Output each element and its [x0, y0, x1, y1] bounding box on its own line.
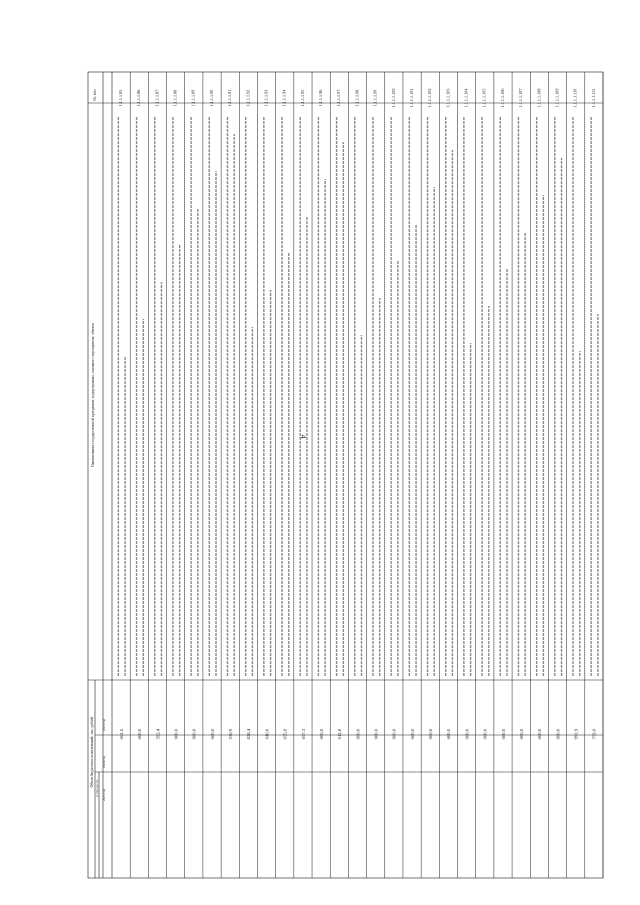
table-row [245, 72, 257, 878]
row-value-2023: 600,0 [191, 729, 197, 740]
table-row [136, 72, 148, 878]
row-number: 1.1.1.1.100 [390, 88, 396, 108]
table-row [554, 72, 566, 878]
row-number: 1.1.1.1.97 [336, 89, 342, 107]
row-number: 1.1.1.1.98 [354, 89, 360, 107]
row-value-2023: 600,0 [409, 729, 415, 740]
row-number: 1.1.1.1.99 [372, 89, 378, 107]
row-number: 1.1.1.1.108 [536, 88, 542, 108]
table-row [173, 72, 185, 878]
header-year: 2025 год [102, 788, 106, 802]
row-number: 1.1.1.1.90 [208, 89, 214, 107]
row-value-2023: 600,0 [464, 729, 470, 740]
row-number: 1.1.1.1.92 [245, 89, 251, 107]
row-value-2023: 600,0 [518, 729, 524, 740]
table-row [591, 72, 603, 878]
table-row [154, 72, 166, 878]
row-value-2023: 530,9 [228, 729, 234, 740]
row-value-2023: 991,9 [573, 729, 579, 740]
table-row [227, 72, 239, 878]
row-number: 1.1.1.1.106 [499, 88, 505, 108]
row-value-2023: 600,0 [537, 729, 543, 740]
row-number: 1.1.1.1.107 [518, 88, 524, 108]
table-row [300, 72, 312, 878]
table-row [500, 72, 512, 878]
row-value-2023: 600,0 [500, 729, 506, 740]
header-name: Наименование государственной программы, подпрограммы, основного мероприятия, объекта [91, 323, 95, 467]
row-value-2023: 600,0 [209, 729, 215, 740]
row-number: 1.1.1.1.89 [190, 89, 196, 107]
table-row [482, 72, 494, 878]
row-value-2023: 640,0 [264, 729, 270, 740]
table-row [318, 72, 330, 878]
row-number: 1.1.1.1.86 [136, 89, 142, 107]
row-value-2023: 662,6 [118, 729, 124, 740]
header-number: № п/п [92, 89, 97, 101]
row-number: 1.1.1.1.91 [227, 89, 233, 107]
row-number: 1.1.1.1.109 [554, 88, 560, 108]
table-row [536, 72, 548, 878]
row-value-2023: 600,0 [428, 729, 434, 740]
page-number: 4 [298, 434, 308, 439]
row-value-2023: 600,0 [137, 729, 143, 740]
table-row [118, 72, 130, 878]
row-number: 1.1.1.1.110 [572, 88, 578, 108]
table-row [263, 72, 275, 878]
row-number: 1.1.1.1.102 [427, 88, 433, 108]
header-volume: Объем бюджетных ассигнований, тыс. рублей [90, 716, 94, 788]
row-number: 1.1.1.1.105 [481, 88, 487, 108]
row-number: 1.1.1.1.93 [263, 89, 269, 107]
table-row [518, 72, 530, 878]
table-row [409, 72, 421, 878]
table-row [573, 72, 585, 878]
row-number: 1.1.1.1.101 [408, 88, 414, 108]
header-including: в том числе: [95, 779, 99, 797]
row-value-2023: 600,0 [318, 729, 324, 740]
row-value-2023: 600,0 [446, 729, 452, 740]
table-row [336, 72, 348, 878]
table-row [209, 72, 221, 878]
table-row [464, 72, 476, 878]
row-value-2023: 612,8 [337, 729, 343, 740]
row-number: 1.1.1.1.111 [590, 88, 596, 108]
header-year: 2023 год [102, 718, 106, 732]
table-row [373, 72, 385, 878]
row-number: 1.1.1.1.95 [299, 89, 305, 107]
table-row [354, 72, 366, 878]
table-row [427, 72, 439, 878]
table-row [191, 72, 203, 878]
row-number: 1.1.1.1.87 [154, 89, 160, 107]
row-number: 1.1.1.1.103 [445, 88, 451, 108]
row-value-2023: 600,0 [482, 729, 488, 740]
row-value-2023: 600,0 [173, 729, 179, 740]
row-value-2023: 828,4 [246, 729, 252, 740]
row-value-2023: 600,0 [391, 729, 397, 740]
row-value-2023: 600,0 [373, 729, 379, 740]
header-year: 2024 год [102, 755, 106, 769]
row-number: 1.1.1.1.88 [172, 89, 178, 107]
row-number: 1.1.1.1.96 [318, 89, 324, 107]
row-value-2023: 600,0 [355, 729, 361, 740]
row-value-2023: 600,0 [555, 729, 561, 740]
row-value-2023: 753,0 [591, 729, 597, 740]
row-number: 1.1.1.1.85 [118, 89, 124, 107]
table-row [391, 72, 403, 878]
row-number: 1.1.1.1.104 [463, 88, 469, 108]
row-value-2023: 655,0 [282, 729, 288, 740]
row-number: 1.1.1.1.94 [281, 89, 287, 107]
row-value-2023: 592,4 [155, 729, 161, 740]
table-row [445, 72, 457, 878]
table-row [282, 72, 294, 878]
row-value-2023: 657,3 [300, 729, 306, 740]
